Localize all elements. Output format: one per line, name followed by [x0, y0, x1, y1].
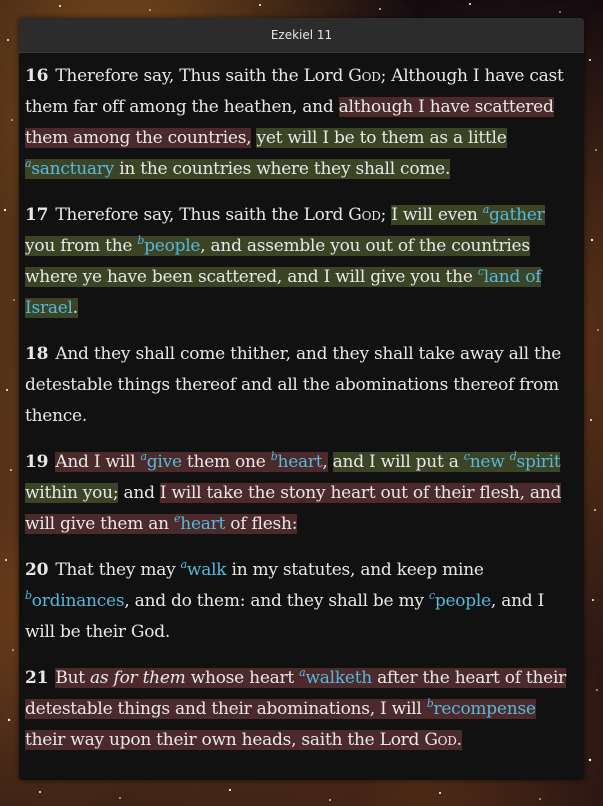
verse-number: 21 — [25, 668, 49, 688]
reader-panel — [19, 18, 584, 780]
footnote-link[interactable]: $^c$land of Israel — [25, 265, 542, 318]
highlight-green[interactable]: and I will put a $^c$new $^d$spirit within you; — [25, 450, 561, 503]
footnote-link[interactable]: $^b$people — [137, 234, 201, 256]
verse-number: 20 — [25, 560, 49, 580]
verse-19[interactable]: 19 And I will $^a$give them one $^b$heart, and I will put a $^c$new $^d$spirit within you; and I will take the stony heart out of their flesh, and will give them an $^e$heart of flesh: — [25, 450, 562, 534]
footnote-link[interactable]: $^e$heart — [174, 512, 226, 534]
verse-16[interactable]: 16 Therefore say, Thus saith the Lord God; Although I have cast them far off among the heathen, and although I have scattered them among the countries, yet will I be to them as a little $^a$sanctuary in the countries where they shall come. — [25, 66, 564, 179]
footnote-link[interactable]: $^b$ordinances — [25, 589, 125, 611]
highlight-green[interactable]: I will even $^a$gather you from the $^b$people, and assemble you out of the countries where ye have been scattered, and I will give you the $^c$land of Israel. — [25, 203, 545, 318]
footnote-link[interactable]: $^d$spirit — [509, 450, 561, 472]
footnote-link[interactable]: $^a$give — [140, 450, 182, 472]
verse-number: 17 — [25, 205, 49, 225]
footnote-link[interactable]: $^b$recompense — [426, 697, 536, 719]
verse-20[interactable]: 20 That they may $^a$walk in my statutes, and keep mine $^b$ordinances, and do them: and they shall be my $^c$people, and I will be their God. — [25, 558, 545, 642]
footnote-link[interactable]: $^a$walk — [180, 558, 227, 580]
chapter-title: Ezekiel 11 — [270, 28, 333, 42]
highlight-green[interactable]: yet will I be to them as a little $^a$sanctuary in the countries where they shall come. — [25, 128, 507, 179]
verse-18[interactable]: 18 And they shall come thither, and they shall take away all the detestable things thereof and all the abominations thereof from thence. — [25, 344, 562, 426]
verse-21[interactable] — [25, 663, 578, 756]
highlight-red[interactable]: But as for them whose heart $^a$walketh after the heart of their detestable things and their abominations, I will $^b$recompense their way upon their own heads, saith the Lord God. — [25, 666, 567, 750]
footnote-link[interactable]: $^a$gather — [482, 203, 545, 225]
verse-number: 16 — [25, 66, 49, 86]
verse-17[interactable]: 17 Therefore say, Thus saith the Lord God; I will even $^a$gather you from the $^b$people, and assemble you out of the countries where ye have been scattered, and I will give you the $^c$land of Israel. — [25, 203, 545, 318]
footnote-link[interactable]: $^c$new — [463, 450, 505, 472]
footnote-link[interactable]: $^b$heart — [270, 450, 323, 472]
verse-number: 18 — [25, 344, 49, 364]
chapter-content[interactable] — [19, 53, 584, 756]
footnote-link[interactable]: $^c$people — [428, 589, 491, 611]
highlight-red[interactable]: I will take the stony heart out of their flesh, and will give them an $^e$heart of flesh: — [25, 483, 562, 534]
highlight-red[interactable]: although I have scattered them among the countries, — [25, 97, 554, 148]
verse-number: 19 — [25, 452, 49, 472]
footnote-link[interactable]: $^a$walketh — [299, 666, 372, 688]
chapter-title-bar — [19, 18, 584, 53]
highlight-red[interactable]: And I will $^a$give them one $^b$heart, — [55, 450, 328, 472]
footnote-link[interactable]: $^a$sanctuary — [25, 157, 115, 179]
